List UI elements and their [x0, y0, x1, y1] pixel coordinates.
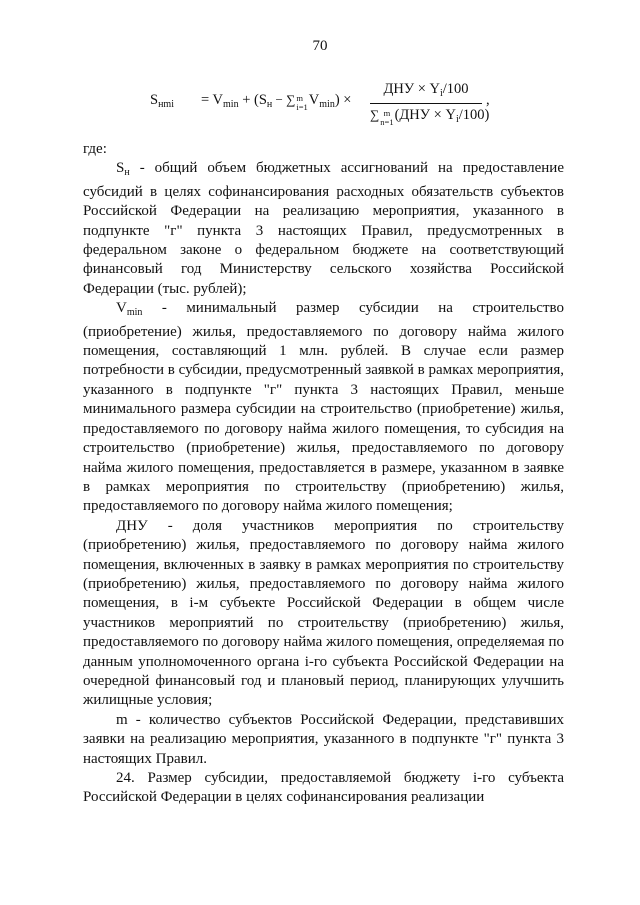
- sum-limits-denominator: m n=1: [380, 108, 394, 127]
- sum-limits: m i=1: [296, 93, 308, 112]
- fraction-numerator: ДНУ × $Y_i/100$: [370, 82, 482, 104]
- paragraph-sn-definition: $S_н$ - общий объем бюджетных ассигнований на предоставление субсидий в целях софинансирования расходных обязательств субъектов Российской Федерации на реализацию мероприятия, указанного в подпункте "г" пункта 3 настоящих Правил, предусмотренных в федеральном законе о федеральном бюджете на соответствующий финансовый год Министерству сельского хозяйства Российской Федерации (тыс. рублей);: [83, 160, 564, 297]
- page-number: 70: [312, 38, 328, 54]
- paragraph-m-definition: m - количество субъектов Российской Федерации, представивших заявки на реализацию мероприятия, указанного в подпункте "г" пункта 3 настоящих Правил.: [83, 711, 564, 767]
- formula-comma: ,: [486, 92, 490, 108]
- document-body: [83, 140, 564, 808]
- formula-expression: = $V_{min} + (S_н - \sum m$ $i=1V_{min}$) ×: [201, 92, 352, 112]
- formula-fraction: [370, 81, 490, 127]
- paragraph-vmin-definition: $V_{min}$ - минимальный размер субсидии на строительство (приобретение) жилья, предоставляемого по договору найма жилого помещения, составляющий 1 млн. рублей. В случае если размер потребности в субсидии, предусмотренный заявкой в рамках мероприятия, указанного в подпункте "г" пункта 3 настоящих Правил, меньше минимального размера субсидии на строительство (приобретение) жилья, предоставляемого по договору найма жилого помещения, то субсидия на строительство (приобретение) жилья, предоставляемого по договору найма жилого помещения, предоставляется в размере, указанном в заявке в рамках мероприятия по строительству (приобретению) жилья, предоставляемого по договору найма жилого помещения;: [83, 300, 564, 515]
- formula-lhs: $S_{нmi}$: [150, 92, 174, 110]
- fraction-denominator: ∑ m $n=1(ДНУ \times Y_i/100)$: [370, 107, 490, 127]
- where-label: где:: [83, 141, 107, 157]
- paragraph-item-24: 24. Размер субсидии, предоставляемой бюджету i-го субъекта Российской Федерации в целях софинансирования реализации: [83, 770, 564, 806]
- paragraph-dnu-definition: ДНУ - доля участников мероприятия по строительству (приобретению) жилья, предоставляемого по договору найма жилого помещения, включенных в заявку в рамках мероприятия по строительству (приобретению) жилья, предоставляемого по договору найма жилого помещения, в i-м субъекте Российской Федерации в общем числе участников мероприятий по строительству (приобретению) жилья, предоставляемого по договору найма жилого помещения, определяемая по данным уполномоченного органа i-го субъекта Российской Федерации на очередной финансовый год и плановый период, планирующих улучшить жилищные условия;: [83, 517, 564, 709]
